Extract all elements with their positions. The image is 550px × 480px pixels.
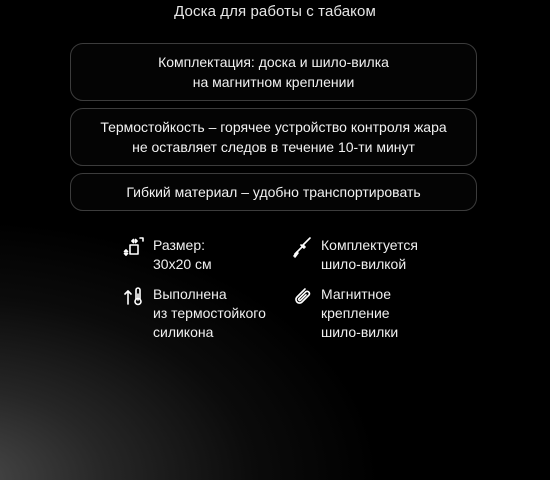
spec-line: крепление: [321, 305, 390, 321]
page-title: Доска для работы с табаком: [174, 3, 376, 20]
spec-line: Размер:: [153, 237, 206, 253]
spec-line: Магнитное: [321, 286, 391, 302]
feature-card-heat-resistance: [70, 108, 477, 166]
resize-icon: [123, 236, 145, 258]
pick-tool-icon: [291, 236, 313, 258]
spec-line: шило-вилкой: [321, 256, 407, 272]
temperature-arrow-icon: [123, 285, 145, 307]
spec-size: [123, 236, 212, 274]
spec-material: [123, 285, 266, 342]
spec-pick-tool: [291, 236, 418, 274]
card-text-line: Комплектация: доска и шило-вилка: [158, 54, 389, 70]
spec-line: 30x20 см: [153, 256, 212, 272]
magnet-clip-icon: [291, 285, 313, 307]
card-text-line: не оставляет следов в течение 10-ти минут: [132, 139, 415, 155]
spec-line: силикона: [153, 324, 214, 340]
card-text-line: Термостойкость – горячее устройство контроля жара: [100, 119, 447, 135]
card-text-line: на магнитном креплении: [192, 74, 355, 90]
spec-line: из термостойкого: [153, 305, 266, 321]
spec-line: Комплектуется: [321, 237, 418, 253]
feature-card-kit: [70, 43, 477, 101]
spec-line: шило-вилки: [321, 324, 399, 340]
spec-magnet: [291, 285, 398, 342]
card-text-line: Гибкий материал – удобно транспортировать: [126, 184, 421, 200]
spec-line: Выполнена: [153, 286, 227, 302]
feature-card-flexible: [70, 173, 477, 211]
